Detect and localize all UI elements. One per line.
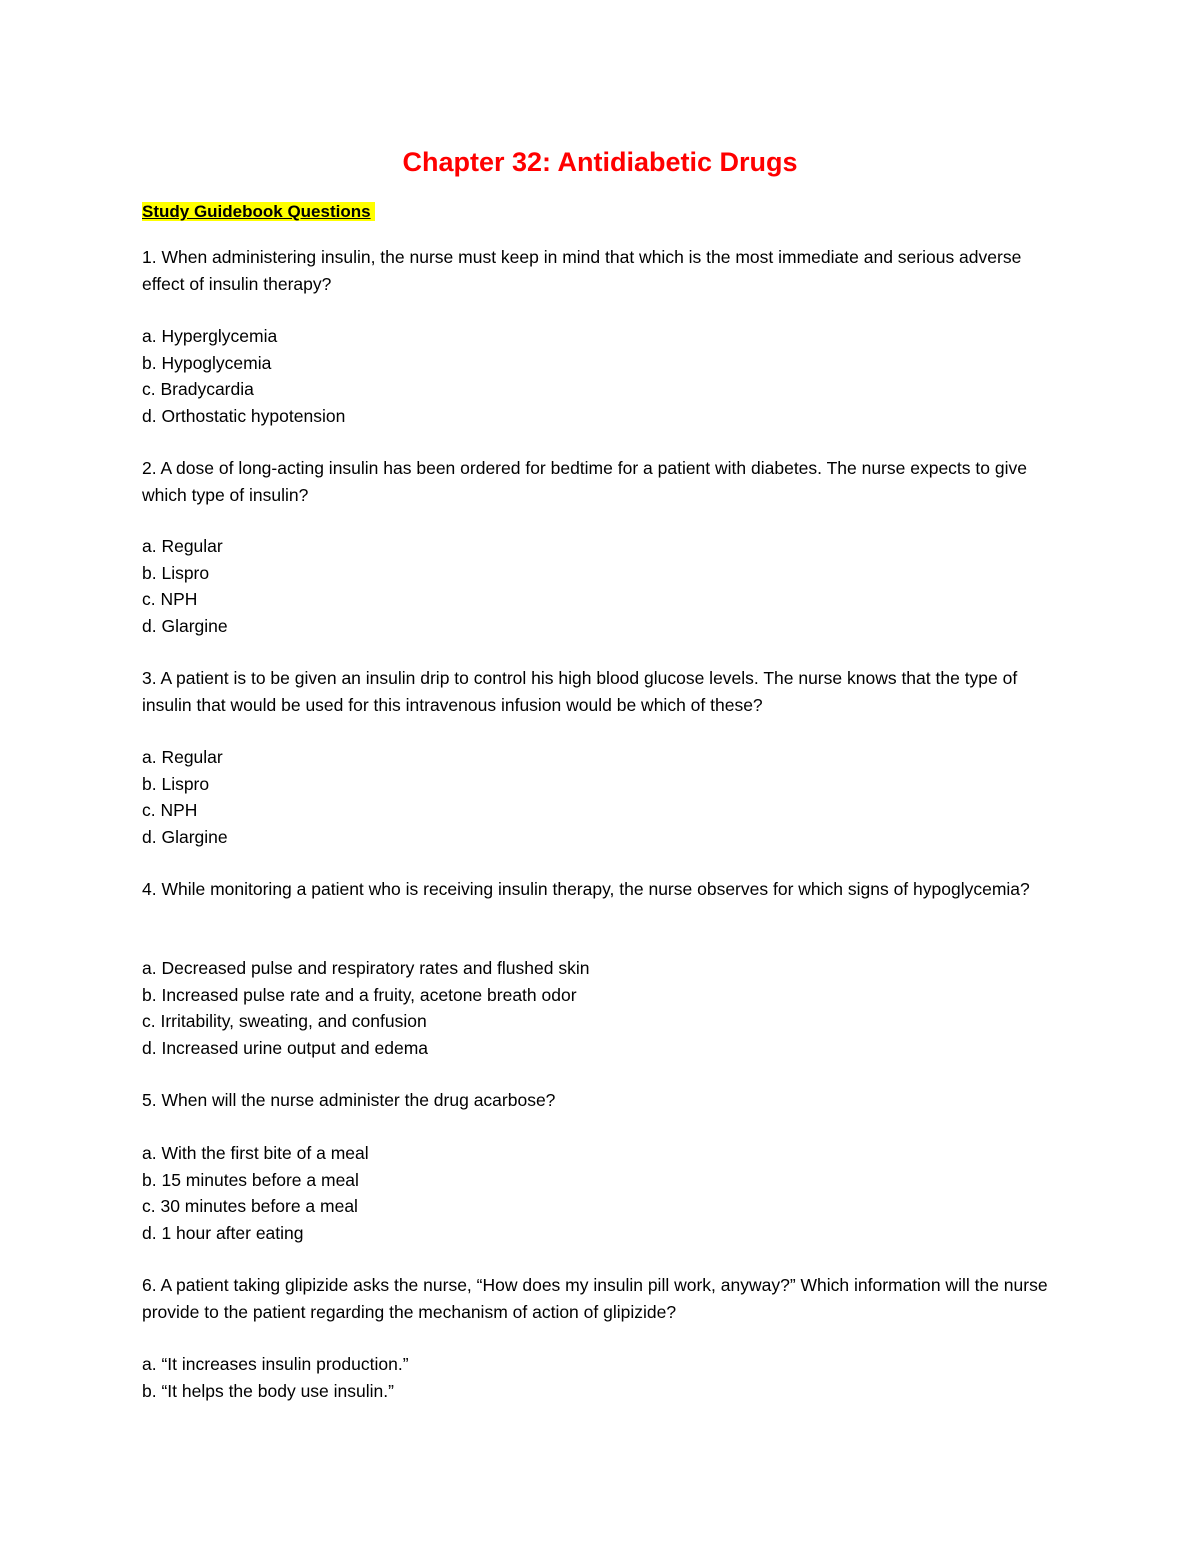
page-title: Chapter 32: Antidiabetic Drugs [402,147,798,177]
question-6-options [142,1351,1062,1404]
section-heading-text: Study Guidebook Questions [142,202,375,221]
option-c: c. NPH [142,589,198,609]
question-1 [142,244,1062,297]
question-3-options [142,744,1062,850]
option-a: a. “It increases insulin production.” [142,1354,409,1374]
option-b: b. Hypoglycemia [142,352,272,373]
option-d: d. Glargine [142,826,228,847]
question-text: . A patient is to be given an insulin drip to control his high blood glucose levels. The nurse knows that the type of insulin that would be used for this intravenous infusion would be which of these? [142,668,1018,715]
question-6 [142,1272,1062,1325]
option-a: a. Regular [142,536,223,556]
option-a: a. Decreased pulse and respiratory rates and flushed skin [142,958,590,978]
question-4 [142,876,1062,903]
option-c: c. Irritability, sweating, and confusion [142,1011,427,1031]
option-d: d. Increased urine output and edema [142,1037,429,1058]
question-3 [142,665,1062,718]
option-d: d. 1 hour after eating [142,1222,304,1243]
question-2-options [142,533,1062,639]
option-a: a. Hyperglycemia [142,326,278,346]
question-number: 2 [142,458,152,478]
option-b: b. “It helps the body use insulin.” [142,1380,394,1401]
question-number: 1 [142,247,152,267]
option-c: c. 30 minutes before a meal [142,1196,358,1216]
question-5-options [142,1140,1062,1246]
option-b: b. 15 minutes before a meal [142,1169,359,1190]
question-1-options [142,323,1062,429]
option-c: c. NPH [142,800,198,820]
option-a: a. Regular [142,747,223,767]
option-b: b. Lispro [142,562,210,583]
option-c: c. Bradycardia [142,379,254,399]
question-text: . When administering insulin, the nurse must keep in mind that which is the most immediate and serious adverse effect of insulin therapy? [142,247,1022,294]
option-a: a. With the first bite of a meal [142,1143,369,1163]
option-d: d. Glargine [142,615,228,636]
option-b: b. Increased pulse rate and a fruity, acetone breath odor [142,984,577,1005]
question-text: . A dose of long-acting insulin has been ordered for bedtime for a patient with diabetes. The nurse expects to give which type of insulin? [142,458,1027,505]
question-text: . When will the nurse administer the drug acarbose? [151,1090,556,1110]
question-5 [142,1087,1062,1114]
question-number: 3 [142,668,152,688]
section-heading [142,200,375,224]
question-4-options [142,955,1062,1061]
option-b: b. Lispro [142,773,210,794]
option-d: d. Orthostatic hypotension [142,405,346,426]
question-number: 5 [142,1090,152,1110]
question-text: . While monitoring a patient who is receiving insulin therapy, the nurse observes for which signs of hypoglycemia? [151,879,1030,899]
question-2 [142,455,1062,508]
question-number: 6 [142,1275,152,1295]
question-text: . A patient taking glipizide asks the nurse, “How does my insulin pill work, anyway?” Which information will the nurse provide to the patient regarding the mechanism of action of glipizide? [142,1275,1048,1322]
question-number: 4 [142,879,152,899]
